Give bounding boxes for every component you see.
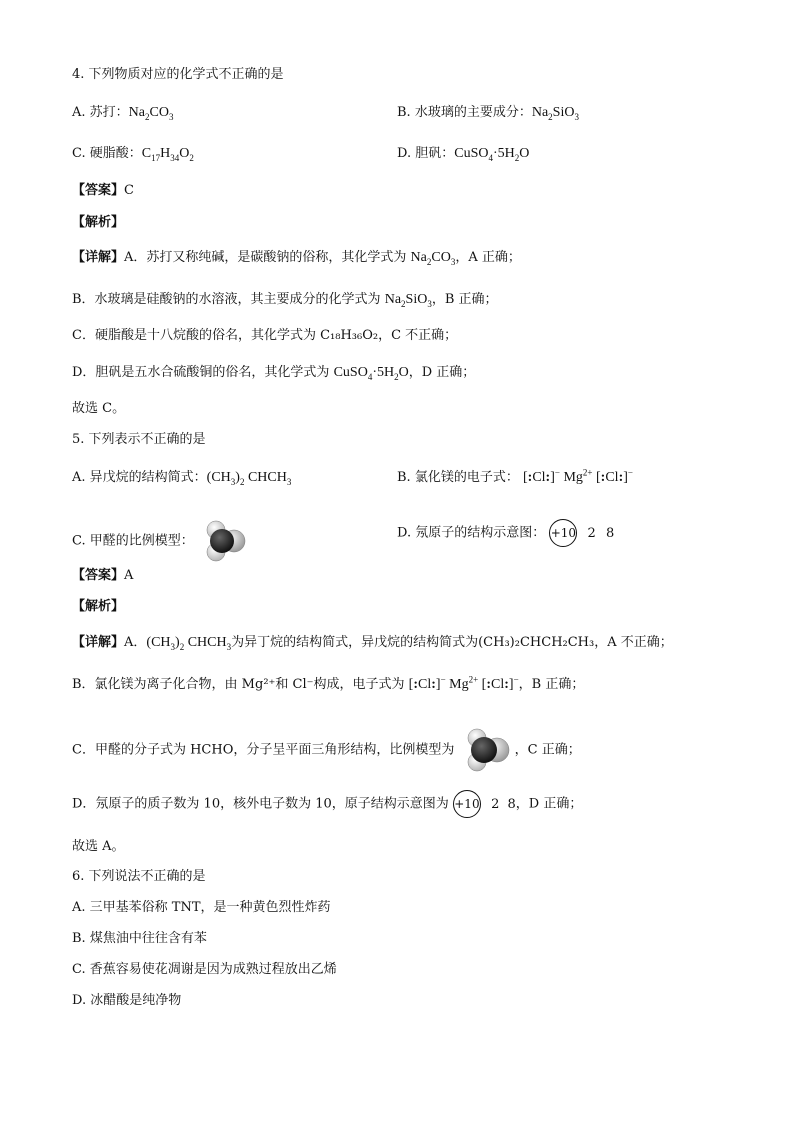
q4-stem: 4. 下列物质对应的化学式不正确的是 [72, 67, 284, 82]
q5-stem: 5. 下列表示不正确的是 [72, 432, 206, 447]
q4-option-a: A. 苏打：$Na_2CO_3$ [72, 105, 174, 122]
q4-analysis-tag: 【解析】 [72, 215, 125, 230]
q4-answer: 【答案】C [72, 183, 134, 198]
q4-detail-d: D．胆矾是五水合硫酸铜的俗名，其化学式为 $CuSO_4\cdot 5H_2O$，D 正确； [72, 365, 476, 382]
q4-detail-c: C．硬脂酸是十八烷酸的俗名，其化学式为 C₁₈H₃₆O₂，C 不正确； [72, 328, 458, 343]
q5-conclusion: 故选 A。 [72, 839, 125, 854]
formula-na2co3: $Na_2CO_3$ [128, 105, 174, 122]
q5-detail-c: C．甲醛的分子式为 HCHO，分子呈平面三角形结构，比例模型为 ，C 正确； [72, 728, 581, 772]
q4-option-d: D. 胆矾：$CuSO_4\cdot 5H_2O$ [397, 146, 530, 163]
q6-option-a: A. 三甲基苯俗称 TNT，是一种黄色烈性炸药 [72, 900, 331, 915]
q6-option-d: D. 冰醋酸是纯净物 [72, 993, 182, 1008]
q4-option-b: B. 水玻璃的主要成分：$Na_2SiO_3$ [397, 105, 579, 122]
q6-option-c: C. 香蕉容易使花凋谢是因为成熟过程放出乙烯 [72, 962, 337, 977]
q5-option-a: A. 异戊烷的结构简式：$(CH_3)_2$ $CHCH_3$ [72, 470, 292, 487]
q4-detail-b: B．水玻璃是硅酸钠的水溶液，其主要成分的化学式为 $Na_2SiO_3$，B 正确； [72, 292, 498, 309]
formula-stearic-acid: $C_{17}H_{34}O_2$ [141, 146, 194, 163]
q5-detail-d: D．氖原子的质子数为 10，核外电子数为 10，原子结构示意图为 +10 2 8，D 正确； [72, 790, 582, 818]
electron-formula-mgcl2: [:Cl:]− $Mg^{2+}$ [:Cl:]− [522, 467, 633, 485]
q5-detail-b: B．氯化镁为离子化合物，由 Mg²⁺和 Cl⁻构成，电子式为 [:Cl:]− $Mg^{2+}$ [:Cl:]−，B 正确； [72, 674, 585, 692]
q5-option-d: D. 氖原子的结构示意图： +10 2 8 [397, 519, 614, 547]
nucleus-circle: +10 [549, 519, 577, 547]
nucleus-circle-detail: +10 [453, 790, 481, 818]
formaldehyde-model-icon [198, 519, 246, 563]
q6-option-b: B. 煤焦油中往往含有苯 [72, 931, 207, 946]
q5-answer: 【答案】A [72, 568, 134, 583]
q4-option-c: C. 硬脂酸：$C_{17}H_{34}O_2$ [72, 146, 194, 163]
formula-isopentane-wrong: $(CH_3)_2$ $CHCH_3$ [206, 470, 292, 487]
formula-cuso4-5h2o: $CuSO_4\cdot 5H_2O$ [454, 146, 530, 163]
formula-na2sio3: $Na_2SiO_3$ [531, 105, 579, 122]
q4-conclusion: 故选 C。 [72, 401, 126, 416]
shell-1: 2 [587, 525, 596, 541]
formaldehyde-model-small-icon [459, 728, 511, 772]
q5-option-c: C. 甲醛的比例模型： [72, 519, 246, 563]
q5-detail-a: 【详解】A．$(CH_3)_2$ $CHCH_3$为异丁烷的结构简式，异戊烷的结构简式为(CH₃)₂CHCH₂CH₃，A 不正确； [72, 635, 673, 652]
q5-option-b: B. 氯化镁的电子式： [:Cl:]− $Mg^{2+}$ [:Cl:]− [397, 467, 633, 485]
q5-analysis-tag: 【解析】 [72, 599, 125, 614]
q6-stem: 6. 下列说法不正确的是 [72, 869, 206, 884]
shell-2: 8 [605, 525, 615, 541]
q4-detail-a: 【详解】A．苏打又称纯碱，是碳酸钠的俗称，其化学式为 $Na_2CO_3$，A 正确； [72, 250, 521, 267]
